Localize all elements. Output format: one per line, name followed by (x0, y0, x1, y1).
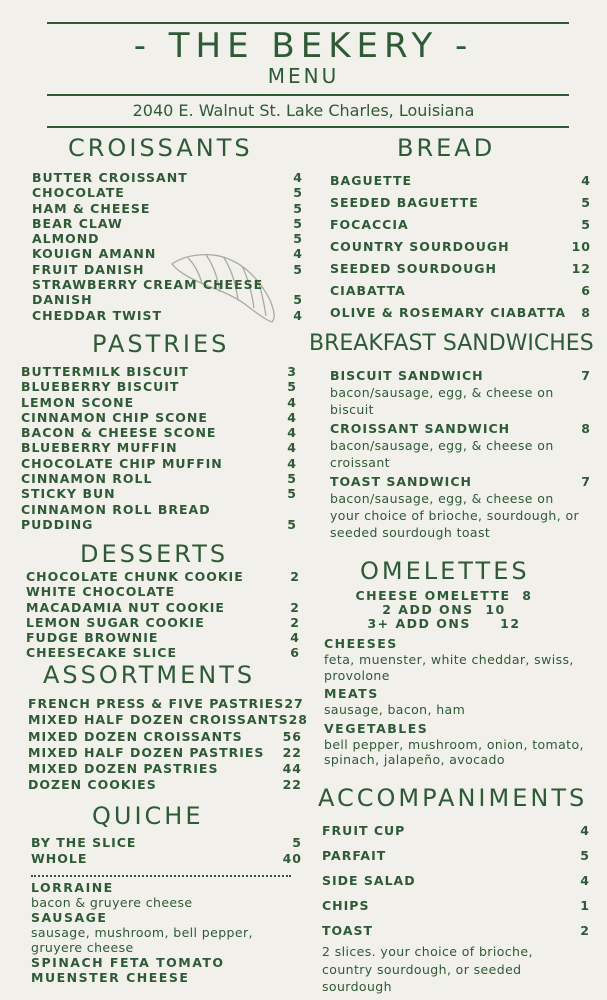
menu-item-row (330, 170, 591, 192)
menu-item-row (32, 201, 303, 216)
menu-item-name: CHOCOLATE CHUNK COOKIE (26, 569, 244, 584)
menu-item-name: OLIVE & ROSEMARY CIABATTA (330, 305, 567, 320)
menu-item-description: bacon/sausage, egg, & cheese on your choice of brioche, sourdough, or seeded sourdough toast (330, 491, 580, 540)
menu-item-row (21, 364, 297, 379)
menu-item-name: FRUIT DANISH (32, 261, 145, 277)
menu-item-name: BISCUIT SANDWICH (330, 368, 484, 383)
menu-item-price: 4 (287, 440, 297, 456)
menu-item-price: 5 (293, 200, 303, 216)
menu-item-row (26, 645, 300, 660)
omelette-addon-category: VEGETABLES (324, 720, 429, 736)
menu-item-row (322, 843, 590, 868)
menu-item-row (28, 761, 302, 777)
menu-item-row (330, 473, 591, 490)
menu-item-price: 5 (580, 848, 590, 863)
menu-item-price: 2 (290, 569, 300, 584)
omelette-addon-group (324, 721, 586, 768)
menu-item-name: BUTTERMILK BISCUIT (21, 364, 189, 379)
menu-item-name: DOZEN COOKIES (28, 777, 157, 793)
header-bottom-rule (47, 126, 569, 128)
menu-item-name: HAM & CHEESE (32, 200, 151, 216)
menu-item-price: 12 (571, 261, 591, 276)
quiche-variety-description: bacon & gruyere cheese (31, 895, 193, 910)
menu-item-price: 5 (287, 379, 297, 395)
menu-item-name: BY THE SLICE (31, 835, 137, 850)
section-title-bread: BREAD (397, 134, 496, 162)
omelette-addon-options: sausage, bacon, ham (324, 702, 466, 717)
menu-item-name: BUTTER CROISSANT (32, 170, 188, 185)
menu-item-name: BAGUETTE (330, 173, 413, 188)
menu-item-row (322, 818, 590, 843)
menu-item-row (21, 486, 297, 501)
menu-item-row (32, 216, 303, 231)
menu-item-price: 44 (282, 761, 302, 777)
menu-item-price: 5 (287, 516, 297, 532)
menu-item-price: 4 (290, 630, 300, 646)
menu-item-price: 5 (293, 231, 303, 247)
menu-item-price: 27 (284, 696, 304, 711)
menu-item-row (21, 517, 297, 532)
menu-item-row (330, 420, 591, 437)
menu-item-name: MIXED DOZEN PASTRIES (28, 761, 219, 777)
accompaniments-list (322, 818, 590, 996)
menu-item-name: CHOCOLATE (32, 185, 125, 201)
menu-item-row (21, 395, 297, 410)
menu-item-row (32, 170, 303, 185)
menu-item-name: BLUEBERRY BISCUIT (21, 379, 180, 395)
menu-item-name: CHOCOLATE CHIP MUFFIN (21, 455, 223, 471)
menu-item-price: 5 (293, 185, 303, 201)
menu-item-row (32, 308, 303, 323)
menu-item-price: 2 (580, 923, 590, 938)
section-title-omelettes: OMELETTES (360, 557, 530, 585)
breakfast-sandwich-item (330, 473, 591, 541)
accompaniment-item (322, 868, 590, 893)
section-title-accompaniments: ACCOMPANIMENTS (318, 784, 588, 812)
menu-item-price: 4 (287, 409, 297, 425)
menu-item-price: 56 (282, 728, 302, 744)
accompaniment-item (322, 918, 590, 996)
menu-item-price: 5 (293, 292, 303, 308)
menu-item-name: MIXED HALF DOZEN PASTRIES (28, 744, 265, 760)
omelette-price-line-1: CHEESE OMELETTE 8 (355, 588, 533, 603)
omelette-addons-list (324, 636, 586, 771)
menu-item-price: 6 (581, 283, 591, 298)
quiche-dotted-divider (31, 875, 291, 877)
menu-item-name: MACADAMIA NUT COOKIE (26, 599, 225, 615)
menu-item-name: SIDE SALAD (322, 873, 416, 888)
section-title-assortments: ASSORTMENTS (43, 661, 256, 689)
breakfast-sandwiches-list (330, 367, 591, 543)
menu-item-description: 2 slices. your choice of brioche, country sourdough, or seeded sourdough (322, 944, 533, 994)
menu-item-row (28, 712, 308, 728)
desserts-list (26, 569, 300, 661)
menu-item-row (32, 246, 303, 261)
omelette-addon-options: bell pepper, mushroom, onion, tomato, spinach, jalapeño, avocado (324, 736, 584, 767)
header-top-rule (47, 22, 569, 24)
menu-item-row (21, 440, 297, 455)
menu-item-price: 4 (580, 873, 590, 888)
menu-item-name: FOCACCIA (330, 217, 409, 232)
menu-item-row (32, 231, 303, 246)
menu-item-price: 2 (290, 599, 300, 615)
menu-item-row (28, 729, 302, 745)
menu-item-row (330, 280, 591, 302)
menu-item-name: SEEDED SOURDOUGH (330, 261, 498, 276)
menu-item-row (26, 630, 300, 645)
croissants-list (32, 170, 303, 323)
menu-item-row (322, 868, 590, 893)
menu-item-name: TOAST SANDWICH (330, 474, 472, 489)
menu-item-description: bacon/sausage, egg, & cheese on croissant (330, 438, 554, 470)
omelette-price-line-3: 3+ ADD ONS 12 (367, 616, 521, 631)
menu-item-price: 4 (581, 173, 591, 188)
menu-item-price: 5 (581, 195, 591, 210)
menu-item-name: WHOLE (31, 850, 88, 866)
menu-item-price: 4 (580, 823, 590, 838)
menu-item-price: 5 (293, 261, 303, 277)
menu-item-description: bacon/sausage, egg, & cheese on biscuit (330, 385, 554, 417)
menu-item-row (322, 893, 590, 918)
menu-item-name: FRUIT CUP (322, 823, 406, 838)
menu-subtitle: MENU (267, 64, 340, 88)
menu-item-price: 5 (293, 215, 303, 231)
menu-item-row (21, 425, 297, 440)
menu-item-price: 10 (571, 239, 591, 254)
menu-item-row (28, 745, 302, 761)
menu-item-price: 5 (287, 471, 297, 487)
menu-item-row (330, 258, 591, 280)
menu-item-row (28, 777, 302, 793)
menu-item-name: COUNTRY SOURDOUGH (330, 239, 510, 254)
menu-item-row (330, 302, 591, 324)
quiche-variety-name: SAUSAGE (31, 910, 108, 925)
menu-item-name: BEAR CLAW (32, 215, 123, 231)
menu-item-row (26, 615, 300, 630)
menu-item-row (21, 379, 297, 394)
menu-item-price: 4 (293, 307, 303, 323)
breakfast-sandwich-item (330, 420, 591, 471)
menu-item-name: FUDGE BROWNIE (26, 630, 159, 646)
menu-item-row (26, 600, 300, 615)
menu-item-row (330, 236, 591, 258)
omelette-addon-options: feta, muenster, white cheddar, swiss, provolone (324, 652, 574, 683)
menu-item-name: CIABATTA (330, 283, 406, 298)
omelette-addon-group (324, 636, 586, 683)
menu-item-name: KOUIGN AMANN (32, 246, 157, 262)
menu-item-name: MIXED DOZEN CROISSANTS (28, 728, 243, 744)
menu-item-price: 4 (293, 246, 303, 262)
menu-item-price: 40 (282, 850, 302, 866)
menu-item-row (32, 292, 303, 307)
header-mid-rule (47, 94, 569, 96)
pastries-list (21, 364, 297, 532)
menu-item-row (21, 471, 297, 486)
section-title-pastries: PASTRIES (92, 330, 230, 358)
menu-item-price: 5 (292, 835, 302, 850)
menu-item-price: 4 (287, 394, 297, 410)
menu-title: - THE BEKERY - (133, 26, 474, 66)
menu-item-name: SEEDED BAGUETTE (330, 195, 479, 210)
menu-item-price: 28 (288, 712, 308, 728)
section-title-desserts: DESSERTS (80, 540, 229, 568)
menu-item-name: CHIPS (322, 898, 370, 913)
menu-item-name: ALMOND (32, 231, 100, 247)
menu-item-price: 7 (581, 368, 591, 383)
menu-item-row (31, 835, 302, 851)
quiche-varieties-list (31, 880, 301, 985)
address: 2040 E. Walnut St. Lake Charles, Louisiana (132, 101, 475, 120)
menu-item-name: CINNAMON ROLL (21, 471, 153, 487)
bread-list (330, 170, 591, 324)
menu-item-price: 22 (282, 777, 302, 793)
menu-item-price: 2 (290, 614, 300, 630)
menu-item-price: 1 (580, 898, 590, 913)
menu-item-name: CHEESECAKE SLICE (26, 645, 178, 661)
menu-item-price: 4 (287, 425, 297, 441)
menu-item-name: PUDDING (21, 516, 94, 532)
menu-item-name: STRAWBERRY CREAM CHEESE (32, 277, 264, 293)
menu-item-name: CROISSANT SANDWICH (330, 421, 511, 436)
menu-item-price: 3 (287, 364, 297, 379)
menu-item-name: WHITE CHOCOLATE (26, 584, 176, 600)
menu-item-row (21, 502, 297, 517)
menu-item-name: BLUEBERRY MUFFIN (21, 440, 178, 456)
menu-item-name: STICKY BUN (21, 486, 116, 502)
menu-item-price: 4 (293, 170, 303, 185)
menu-item-price: 7 (581, 474, 591, 489)
menu-item-price: 6 (290, 645, 300, 661)
menu-item-row (330, 367, 591, 384)
menu-item-row (32, 185, 303, 200)
menu-item-row (330, 192, 591, 214)
menu-item-name: LEMON SUGAR COOKIE (26, 614, 205, 630)
menu-item-price: 8 (581, 305, 591, 320)
accompaniment-item (322, 843, 590, 868)
menu-item-row (21, 410, 297, 425)
menu-item-name: DANISH (32, 292, 93, 308)
menu-item-row (28, 696, 302, 712)
quiche-variety-description: sausage, mushroom, bell pepper, gruyere cheese (31, 925, 253, 955)
section-title-breakfast-sandwiches: BREAKFAST SANDWICHES (309, 331, 594, 356)
quiche-variety-name: LORRAINE (31, 880, 114, 895)
omelette-addon-category: MEATS (324, 686, 379, 701)
menu-item-row (21, 456, 297, 471)
menu-item-row (31, 851, 302, 867)
assortments-list (28, 696, 308, 794)
quiche-variety-name: MUENSTER CHEESE (31, 970, 190, 985)
menu-item-price: 22 (282, 744, 302, 760)
menu-item-price: 4 (287, 455, 297, 471)
accompaniment-item (322, 818, 590, 843)
menu-item-price: 5 (581, 217, 591, 232)
section-title-quiche: QUICHE (92, 802, 204, 830)
menu-item-row (330, 214, 591, 236)
omelette-addon-group (324, 686, 586, 718)
menu-item-name: MIXED HALF DOZEN CROISSANTS (28, 712, 289, 728)
quiche-variety-name: SPINACH FETA TOMATO (31, 955, 225, 970)
menu-item-name: BACON & CHEESE SCONE (21, 425, 217, 441)
menu-item-name: PARFAIT (322, 848, 387, 863)
menu-item-name: CINNAMON ROLL BREAD (21, 501, 211, 517)
menu-item-name: CINNAMON CHIP SCONE (21, 409, 208, 425)
quiche-pricing-list (31, 835, 302, 866)
menu-item-row (26, 569, 300, 584)
menu-item-price: 8 (581, 421, 591, 436)
omelette-addon-category: CHEESES (324, 636, 398, 651)
menu-item-name: FRENCH PRESS & FIVE PASTRIES (28, 696, 285, 711)
section-title-croissants: CROISSANTS (68, 134, 253, 162)
menu-item-row (32, 277, 303, 292)
menu-item-name: TOAST (322, 923, 374, 938)
menu-item-row (26, 584, 300, 599)
accompaniment-item (322, 893, 590, 918)
menu-item-row (32, 262, 303, 277)
menu-item-name: LEMON SCONE (21, 394, 135, 410)
menu-item-price: 5 (287, 486, 297, 502)
omelette-price-line-2: 2 ADD ONS 10 (382, 602, 506, 617)
breakfast-sandwich-item (330, 367, 591, 418)
menu-item-row (322, 918, 590, 943)
menu-item-name: CHEDDAR TWIST (32, 307, 163, 323)
